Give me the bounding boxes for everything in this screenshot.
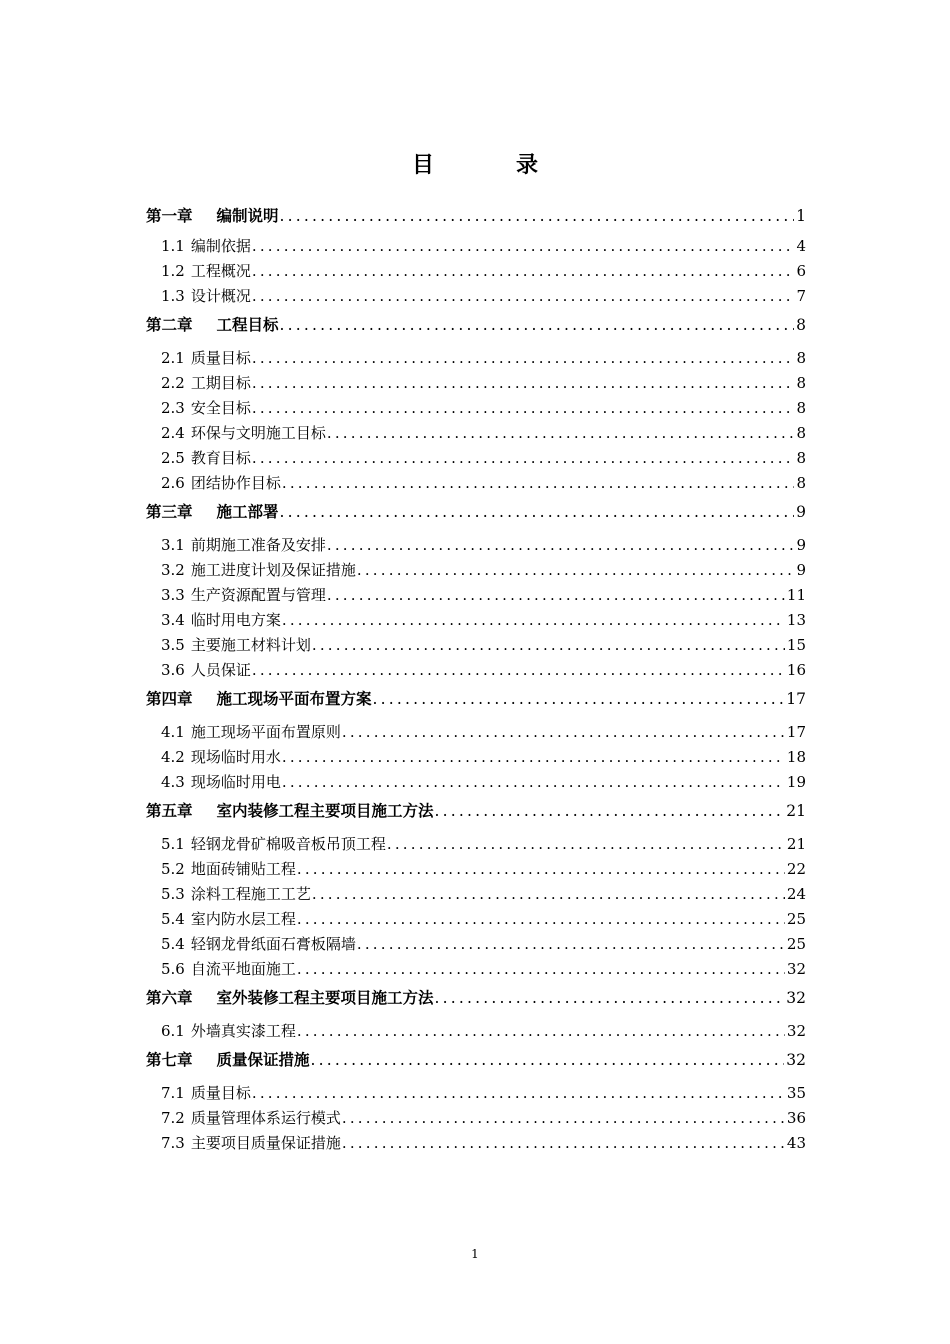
toc-entry-page-number: 8: [796, 449, 806, 467]
toc-section-entry[interactable]: [146, 346, 806, 371]
toc-entry-number: 2.6: [161, 474, 185, 492]
toc-section-entry[interactable]: [146, 608, 806, 633]
toc-entry-title: 前期施工准备及安排: [190, 536, 326, 554]
toc-entry-title: 质量管理体系运行模式: [190, 1109, 341, 1127]
toc-entry-label: [146, 1047, 310, 1073]
toc-entry-title: 自流平地面施工: [190, 960, 296, 978]
toc-title-left: 目: [411, 152, 434, 178]
toc-entry-label: [146, 499, 279, 525]
toc-entry-title: 编制说明: [216, 206, 279, 225]
toc-section-entry[interactable]: [146, 1081, 806, 1106]
toc-entry-label: [161, 633, 311, 658]
toc-entry-title: 室内防水层工程: [190, 910, 296, 928]
toc-entry-page-number: 8: [796, 399, 806, 417]
toc-entry-number: 1.2: [161, 262, 185, 280]
toc-entry-title: 现场临时用水: [190, 748, 281, 766]
toc-section-entry[interactable]: [146, 770, 806, 795]
toc-entry-number: 3.1: [161, 536, 185, 554]
toc-section-entry[interactable]: [146, 907, 806, 932]
toc-entry-title: 临时用电方案: [190, 611, 281, 629]
toc-entry-label: [161, 770, 281, 795]
toc-entry-number: 5.3: [161, 885, 185, 903]
toc-entry-title: 现场临时用电: [190, 773, 281, 791]
toc-dot-leader: [252, 234, 795, 259]
toc-entry-label: [161, 1131, 341, 1156]
toc-dot-leader: [357, 932, 785, 957]
toc-chapter-entry[interactable]: [146, 499, 806, 533]
toc-dot-leader: [252, 284, 795, 309]
toc-entry-label: [161, 421, 326, 446]
toc-dot-leader: [252, 346, 795, 371]
toc-entry-title: 轻钢龙骨纸面石膏板隔墙: [190, 935, 356, 953]
toc-entry-label: [161, 745, 281, 770]
toc-entry-page-number: 6: [796, 262, 806, 280]
toc-entry-page-number: 43: [786, 1134, 806, 1152]
toc-section-entry[interactable]: [146, 1131, 806, 1156]
toc-dot-leader: [357, 558, 795, 583]
toc-entry-page-number: 8: [796, 374, 806, 392]
toc-entry-page-number: 32: [786, 960, 806, 978]
toc-dot-leader: [327, 533, 795, 558]
toc-entry-title: 室内装修工程主要项目施工方法: [216, 801, 434, 820]
toc-entry-title: 地面砖铺贴工程: [190, 860, 296, 878]
toc-entry-title: 设计概况: [190, 287, 251, 305]
toc-entry-title: 质量目标: [190, 349, 251, 367]
toc-dot-leader: [252, 446, 795, 471]
toc-entry-number: 5.4: [161, 935, 185, 953]
toc-entry-number: 5.6: [161, 960, 185, 978]
toc-entry-number: 第六章: [146, 988, 193, 1007]
toc-entry-page-number: 13: [786, 611, 806, 629]
toc-entry-title: 施工现场平面布置原则: [190, 723, 341, 741]
toc-dot-leader: [252, 259, 795, 284]
toc-chapter-entry[interactable]: [146, 203, 806, 234]
toc-section-entry[interactable]: [146, 284, 806, 309]
toc-entry-title: 团结协作目标: [190, 474, 281, 492]
toc-entry-label: [161, 608, 281, 633]
toc-dot-leader: [342, 720, 785, 745]
toc-entry-number: 6.1: [161, 1022, 185, 1040]
toc-entry-title: 主要项目质量保证措施: [190, 1134, 341, 1152]
toc-entry-label: [161, 1106, 341, 1131]
toc-section-entry[interactable]: [146, 932, 806, 957]
toc-entry-title: 生产资源配置与管理: [190, 586, 326, 604]
toc-entry-title: 教育目标: [190, 449, 251, 467]
toc-entry-page-number: 11: [786, 586, 806, 604]
toc-dot-leader: [312, 633, 785, 658]
toc-entry-page-number: 19: [786, 773, 806, 791]
toc-entry-title: 工程概况: [190, 262, 251, 280]
toc-title-right: 录: [516, 152, 539, 178]
toc-entry-number: 4.1: [161, 723, 185, 741]
toc-entry-label: [161, 284, 251, 309]
toc-chapter-entry[interactable]: [146, 985, 806, 1019]
toc-section-entry[interactable]: [146, 471, 806, 496]
toc-chapter-entry[interactable]: [146, 686, 806, 720]
toc-section-entry[interactable]: [146, 633, 806, 658]
toc-entry-page-number: 17: [786, 690, 806, 708]
toc-dot-leader: [342, 1106, 785, 1131]
toc-entry-title: 安全目标: [190, 399, 251, 417]
toc-dot-leader: [312, 882, 785, 907]
toc-entry-number: 7.2: [161, 1109, 185, 1127]
toc-section-entry[interactable]: [146, 1106, 806, 1131]
toc-entry-number: 7.3: [161, 1134, 185, 1152]
toc-entry-page-number: 15: [786, 636, 806, 654]
toc-section-entry[interactable]: [146, 1019, 806, 1044]
toc-entry-label: [161, 396, 251, 421]
toc-entry-number: 2.5: [161, 449, 185, 467]
toc-entry-page-number: 32: [786, 1022, 806, 1040]
toc-section-entry[interactable]: [146, 234, 806, 259]
toc-entry-number: 2.2: [161, 374, 185, 392]
toc-entry-number: 2.1: [161, 349, 185, 367]
toc-entry-page-number: 32: [786, 1051, 806, 1069]
toc-entry-label: [161, 234, 251, 259]
toc-dot-leader: [435, 798, 785, 824]
toc-entry-page-number: 21: [786, 835, 806, 853]
toc-entry-label: [146, 985, 434, 1011]
toc-entry-number: 4.2: [161, 748, 185, 766]
toc-entry-number: 第七章: [146, 1050, 193, 1069]
toc-entry-page-number: 9: [796, 536, 806, 554]
toc-entry-number: 1.1: [161, 237, 185, 255]
toc-entry-page-number: 25: [786, 935, 806, 953]
toc-section-entry[interactable]: [146, 371, 806, 396]
toc-dot-leader: [327, 583, 785, 608]
toc-entry-number: 3.5: [161, 636, 185, 654]
toc-entry-number: 第二章: [146, 315, 193, 334]
toc-dot-leader: [280, 312, 795, 338]
toc-section-entry[interactable]: [146, 882, 806, 907]
toc-section-entry[interactable]: [146, 396, 806, 421]
toc-section-entry[interactable]: [146, 583, 806, 608]
toc-entry-label: [161, 1081, 251, 1106]
toc-entry-number: 第三章: [146, 502, 193, 521]
toc-dot-leader: [387, 832, 785, 857]
toc-entry-label: [161, 1019, 296, 1044]
toc-dot-leader: [327, 421, 795, 446]
toc-dot-leader: [282, 471, 795, 496]
toc-entry-page-number: 17: [786, 723, 806, 741]
toc-entry-title: 质量保证措施: [216, 1050, 310, 1069]
toc-section-entry[interactable]: [146, 832, 806, 857]
toc-entry-number: 第一章: [146, 206, 193, 225]
toc-dot-leader: [297, 907, 785, 932]
toc-dot-leader: [252, 396, 795, 421]
toc-dot-leader: [311, 1047, 785, 1073]
toc-entry-page-number: 9: [796, 503, 806, 521]
toc-entry-page-number: 36: [786, 1109, 806, 1127]
toc-section-entry[interactable]: [146, 658, 806, 683]
toc-entry-title: 施工部署: [216, 502, 279, 521]
toc-entry-title: 主要施工材料计划: [190, 636, 311, 654]
toc-chapter-entry[interactable]: [146, 312, 806, 346]
toc-dot-leader: [297, 857, 785, 882]
toc-entry-label: [161, 932, 356, 957]
toc-entry-page-number: 21: [786, 802, 806, 820]
toc-entry-title: 质量目标: [190, 1084, 251, 1102]
toc-entry-page-number: 8: [796, 474, 806, 492]
toc-entry-page-number: 8: [796, 424, 806, 442]
toc-entry-page-number: 24: [786, 885, 806, 903]
toc-dot-leader: [252, 1081, 785, 1106]
toc-entry-title: 工期目标: [190, 374, 251, 392]
table-of-contents: [146, 203, 806, 1156]
toc-dot-leader: [297, 957, 785, 982]
toc-entry-title: 工程目标: [216, 315, 279, 334]
toc-entry-title: 外墙真实漆工程: [190, 1022, 296, 1040]
toc-entry-label: [161, 471, 281, 496]
toc-entry-label: [161, 907, 296, 932]
toc-entry-page-number: 22: [786, 860, 806, 878]
toc-dot-leader: [342, 1131, 785, 1156]
toc-entry-number: 1.3: [161, 287, 185, 305]
toc-section-entry[interactable]: [146, 720, 806, 745]
toc-chapter-entry[interactable]: [146, 1047, 806, 1081]
toc-entry-number: 3.4: [161, 611, 185, 629]
toc-entry-label: [161, 533, 326, 558]
toc-entry-page-number: 18: [786, 748, 806, 766]
toc-section-entry[interactable]: [146, 533, 806, 558]
toc-entry-label: [161, 882, 311, 907]
toc-section-entry[interactable]: [146, 857, 806, 882]
toc-entry-label: [161, 346, 251, 371]
toc-section-entry[interactable]: [146, 957, 806, 982]
toc-entry-page-number: 35: [786, 1084, 806, 1102]
toc-entry-label: [161, 857, 296, 882]
toc-entry-number: 4.3: [161, 773, 185, 791]
toc-section-entry[interactable]: [146, 259, 806, 284]
toc-entry-page-number: 8: [796, 316, 806, 334]
toc-entry-page-number: 16: [786, 661, 806, 679]
toc-section-entry[interactable]: [146, 446, 806, 471]
toc-dot-leader: [282, 770, 785, 795]
toc-entry-label: [161, 583, 326, 608]
toc-entry-page-number: 4: [796, 237, 806, 255]
toc-entry-page-number: 9: [796, 561, 806, 579]
toc-entry-number: 5.1: [161, 835, 185, 853]
toc-entry-page-number: 25: [786, 910, 806, 928]
toc-dot-leader: [280, 203, 795, 229]
toc-entry-label: [161, 558, 356, 583]
toc-chapter-entry[interactable]: [146, 798, 806, 832]
toc-dot-leader: [435, 985, 785, 1011]
toc-entry-number: 7.1: [161, 1084, 185, 1102]
toc-entry-label: [146, 312, 279, 338]
toc-entry-page-number: 8: [796, 349, 806, 367]
toc-entry-number: 3.3: [161, 586, 185, 604]
toc-dot-leader: [373, 686, 785, 712]
toc-entry-label: [161, 720, 341, 745]
toc-entry-label: [161, 658, 251, 683]
toc-entry-title: 施工现场平面布置方案: [216, 689, 372, 708]
toc-dot-leader: [297, 1019, 785, 1044]
toc-entry-label: [161, 446, 251, 471]
toc-entry-title: 施工进度计划及保证措施: [190, 561, 356, 579]
toc-entry-label: [161, 259, 251, 284]
toc-entry-number: 3.2: [161, 561, 185, 579]
toc-entry-label: [161, 832, 386, 857]
toc-dot-leader: [252, 371, 795, 396]
toc-entry-title: 人员保证: [190, 661, 251, 679]
toc-entry-label: [146, 798, 434, 824]
toc-section-entry[interactable]: [146, 745, 806, 770]
toc-dot-leader: [280, 499, 795, 525]
toc-entry-title: 环保与文明施工目标: [190, 424, 326, 442]
toc-entry-number: 2.4: [161, 424, 185, 442]
toc-entry-number: 2.3: [161, 399, 185, 417]
toc-entry-number: 第四章: [146, 689, 193, 708]
toc-dot-leader: [282, 608, 785, 633]
toc-entry-label: [146, 686, 372, 712]
toc-entry-page-number: 7: [796, 287, 806, 305]
toc-entry-number: 第五章: [146, 801, 193, 820]
toc-entry-title: 轻钢龙骨矿棉吸音板吊顶工程: [190, 835, 386, 853]
toc-entry-page-number: 32: [786, 989, 806, 1007]
toc-entry-title: 编制依据: [190, 237, 251, 255]
toc-entry-page-number: 1: [796, 207, 806, 225]
footer-page-number: 1: [471, 1247, 479, 1261]
toc-section-entry[interactable]: [146, 558, 806, 583]
toc-dot-leader: [252, 658, 785, 683]
toc-entry-number: 5.2: [161, 860, 185, 878]
toc-entry-label: [161, 957, 296, 982]
toc-entry-number: 3.6: [161, 661, 185, 679]
toc-entry-label: [161, 371, 251, 396]
toc-entry-number: 5.4: [161, 910, 185, 928]
toc-section-entry[interactable]: [146, 421, 806, 446]
toc-entry-title: 室外装修工程主要项目施工方法: [216, 988, 434, 1007]
toc-entry-title: 涂料工程施工工艺: [190, 885, 311, 903]
toc-entry-label: [146, 203, 279, 229]
toc-title: [0, 148, 950, 179]
toc-dot-leader: [282, 745, 785, 770]
